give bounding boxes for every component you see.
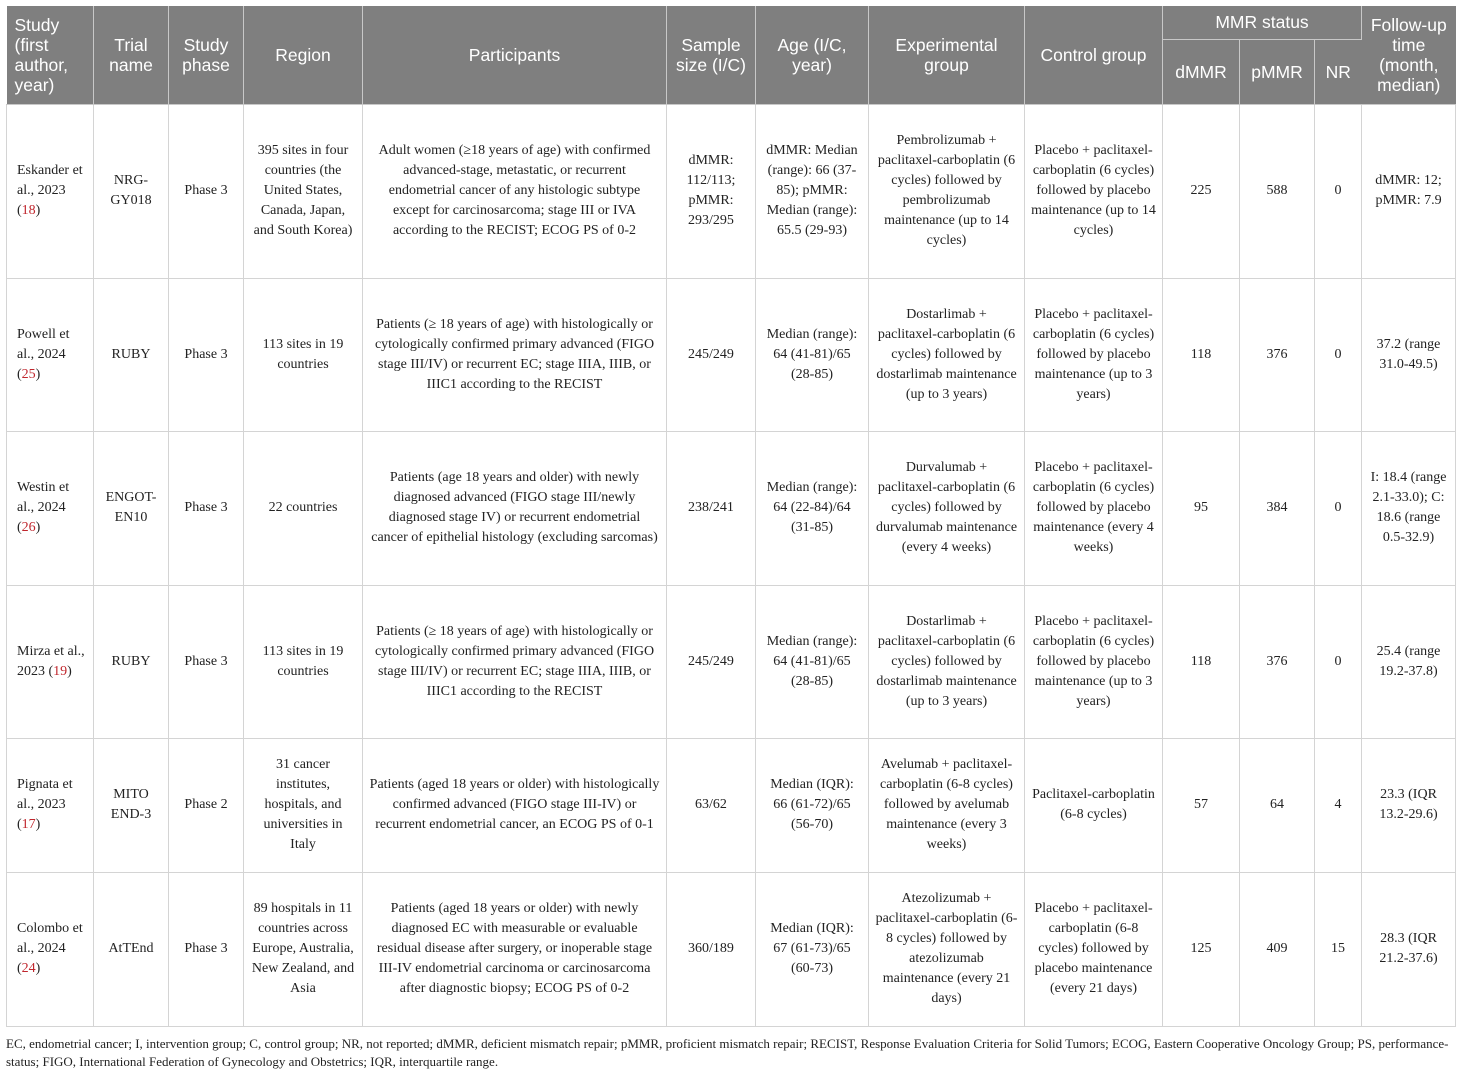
study-author-year: Colombo et al., 2024 ( — [17, 921, 83, 976]
reference-link[interactable]: 17 — [21, 817, 36, 832]
cell-participants: Patients (aged 18 years or older) with newly diagnosed EC with measurable or evaluable residual disease after surgery, or inoperable stage III-IV endometrial carcinoma or carcinosarcoma after diagnostic biopsy; ECOG PS of 0-2 — [363, 872, 667, 1026]
cell-control-group: Placebo + paclitaxel-carboplatin (6 cycles) followed by placebo maintenance (every 4 weeks) — [1025, 431, 1163, 585]
cell-nr: 15 — [1315, 872, 1362, 1026]
reference-close: ) — [35, 366, 41, 382]
cell-follow-up: 25.4 (range 19.2-37.8) — [1362, 585, 1456, 738]
reference-link[interactable]: 24 — [21, 961, 36, 976]
table-header — [7, 6, 1456, 104]
cell-age: Median (range): 64 (41-81)/65 (28-85) — [756, 585, 869, 738]
cell-trial-name: MITO END-3 — [94, 738, 169, 872]
cell-study — [7, 431, 94, 585]
cell-nr: 0 — [1315, 104, 1362, 278]
cell-study-phase: Phase 3 — [169, 585, 244, 738]
cell-dmmr: 57 — [1163, 738, 1240, 872]
cell-participants: Adult women (≥18 years of age) with confirmed advanced-stage, metastatic, or recurrent endometrial cancer of any histologic subtype except for carcinosarcoma; stage III or IVA according to the RECIST; ECOG PS of 0-2 — [363, 104, 667, 278]
trials-table — [6, 6, 1456, 1027]
study-author-year: Mirza et al., 2023 ( — [17, 643, 85, 679]
cell-study — [7, 104, 94, 278]
cell-region: 31 cancer institutes, hospitals, and universities in Italy — [244, 738, 363, 872]
reference-close: ) — [35, 961, 41, 976]
cell-age: Median (IQR): 67 (61-73)/65 (60-73) — [756, 872, 869, 1026]
reference-link[interactable]: 26 — [21, 520, 36, 535]
cell-study — [7, 738, 94, 872]
cell-pmmr: 376 — [1240, 585, 1315, 738]
study-author-year: Powell et al., 2024 ( — [17, 326, 70, 382]
cell-sample-size: 245/249 — [667, 278, 756, 431]
header-control-group: Control group — [1025, 6, 1163, 104]
cell-age: Median (range): 64 (41-81)/65 (28-85) — [756, 278, 869, 431]
reference-link[interactable]: 25 — [21, 366, 36, 382]
cell-dmmr: 125 — [1163, 872, 1240, 1026]
table-row — [7, 104, 1456, 278]
cell-pmmr: 588 — [1240, 104, 1315, 278]
cell-control-group: Placebo + paclitaxel-carboplatin (6 cycles) followed by placebo maintenance (up to 3 years) — [1025, 585, 1163, 738]
cell-control-group: Placebo + paclitaxel-carboplatin (6 cycles) followed by placebo maintenance (up to 14 cycles) — [1025, 104, 1163, 278]
cell-region: 22 countries — [244, 431, 363, 585]
header-experimental-group: Experimental group — [869, 6, 1025, 104]
cell-control-group: Placebo + paclitaxel-carboplatin (6 cycles) followed by placebo maintenance (up to 3 years) — [1025, 278, 1163, 431]
cell-study — [7, 585, 94, 738]
cell-control-group: Paclitaxel-carboplatin (6-8 cycles) — [1025, 738, 1163, 872]
cell-nr: 0 — [1315, 431, 1362, 585]
header-sample-size: Sample size (I/C) — [667, 6, 756, 104]
cell-study-phase: Phase 3 — [169, 872, 244, 1026]
header-nr: NR — [1315, 39, 1362, 104]
cell-control-group: Placebo + paclitaxel-carboplatin (6-8 cycles) followed by placebo maintenance (every 21 days) — [1025, 872, 1163, 1026]
study-author-year: Westin et al., 2024 ( — [17, 480, 70, 535]
cell-dmmr: 118 — [1163, 278, 1240, 431]
cell-age: Median (range): 64 (22-84)/64 (31-85) — [756, 431, 869, 585]
cell-dmmr: 95 — [1163, 431, 1240, 585]
cell-region: 113 sites in 19 countries — [244, 585, 363, 738]
cell-age: dMMR: Median (range): 66 (37-85); pMMR: Median (range): 65.5 (29-93) — [756, 104, 869, 278]
cell-follow-up: 23.3 (IQR 13.2-29.6) — [1362, 738, 1456, 872]
cell-pmmr: 384 — [1240, 431, 1315, 585]
cell-trial-name: NRG-GY018 — [94, 104, 169, 278]
reference-close: ) — [35, 520, 41, 535]
header-mmr-status: MMR status — [1163, 6, 1362, 39]
cell-sample-size: 360/189 — [667, 872, 756, 1026]
header-participants: Participants — [363, 6, 667, 104]
table-row — [7, 738, 1456, 872]
cell-dmmr: 225 — [1163, 104, 1240, 278]
cell-pmmr: 64 — [1240, 738, 1315, 872]
cell-trial-name: RUBY — [94, 278, 169, 431]
cell-region: 89 hospitals in 11 countries across Europe, Australia, New Zealand, and Asia — [244, 872, 363, 1026]
cell-experimental-group: Atezolizumab + paclitaxel-carboplatin (6-8 cycles) followed by atezolizumab maintenance (every 21 days) — [869, 872, 1025, 1026]
header-follow-up: Follow-up time (month, median) — [1362, 6, 1456, 104]
cell-study-phase: Phase 2 — [169, 738, 244, 872]
cell-region: 395 sites in four countries (the United States, Canada, Japan, and South Korea) — [244, 104, 363, 278]
header-pmmr: pMMR — [1240, 39, 1315, 104]
cell-follow-up: dMMR: 12; pMMR: 7.9 — [1362, 104, 1456, 278]
cell-study-phase: Phase 3 — [169, 431, 244, 585]
cell-follow-up: 28.3 (IQR 21.2-37.6) — [1362, 872, 1456, 1026]
cell-study — [7, 872, 94, 1026]
study-author-year: Pignata et al., 2023 ( — [17, 777, 73, 832]
table-container — [6, 6, 1455, 1071]
cell-trial-name: RUBY — [94, 585, 169, 738]
cell-participants: Patients (age 18 years and older) with newly diagnosed advanced (FIGO stage III/newly diagnosed stage IV) or recurrent endometrial cancer of epithelial histology (excluding sarcomas) — [363, 431, 667, 585]
table-body — [7, 104, 1456, 1026]
cell-study-phase: Phase 3 — [169, 104, 244, 278]
cell-pmmr: 409 — [1240, 872, 1315, 1026]
reference-link[interactable]: 19 — [53, 663, 68, 679]
cell-nr: 0 — [1315, 585, 1362, 738]
cell-follow-up: 37.2 (range 31.0-49.5) — [1362, 278, 1456, 431]
cell-experimental-group: Avelumab + paclitaxel-carboplatin (6-8 cycles) followed by avelumab maintenance (every 3 weeks) — [869, 738, 1025, 872]
table-row — [7, 278, 1456, 431]
cell-sample-size: 238/241 — [667, 431, 756, 585]
cell-study — [7, 278, 94, 431]
header-trial-name: Trial name — [94, 6, 169, 104]
cell-age: Median (IQR): 66 (61-72)/65 (56-70) — [756, 738, 869, 872]
cell-participants: Patients (≥ 18 years of age) with histologically or cytologically confirmed primary advanced (FIGO stage III/IV) or recurrent EC; stage IIIA, IIIB, or IIIC1 according to the RECIST — [363, 278, 667, 431]
cell-pmmr: 376 — [1240, 278, 1315, 431]
reference-close: ) — [35, 817, 41, 832]
header-age: Age (I/C, year) — [756, 6, 869, 104]
cell-participants: Patients (≥ 18 years of age) with histologically or cytologically confirmed primary advanced (FIGO stage III/IV) or recurrent EC; stage IIIA, IIIB, or IIIC1 according to the RECIST — [363, 585, 667, 738]
cell-trial-name: AtTEnd — [94, 872, 169, 1026]
cell-experimental-group: Dostarlimab + paclitaxel-carboplatin (6 cycles) followed by dostarlimab maintenance (up to 3 years) — [869, 585, 1025, 738]
cell-region: 113 sites in 19 countries — [244, 278, 363, 431]
cell-sample-size: dMMR: 112/113; pMMR: 293/295 — [667, 104, 756, 278]
table-row — [7, 872, 1456, 1026]
cell-participants: Patients (aged 18 years or older) with histologically confirmed advanced (FIGO stage III-IV) or recurrent endometrial cancer, an ECOG PS of 0-1 — [363, 738, 667, 872]
cell-dmmr: 118 — [1163, 585, 1240, 738]
cell-study-phase: Phase 3 — [169, 278, 244, 431]
reference-close: ) — [67, 663, 72, 679]
cell-nr: 4 — [1315, 738, 1362, 872]
cell-experimental-group: Pembrolizumab + paclitaxel-carboplatin (6 cycles) followed by pembrolizumab maintenance (up to 14 cycles) — [869, 104, 1025, 278]
reference-link[interactable]: 18 — [21, 203, 36, 218]
cell-experimental-group: Dostarlimab + paclitaxel-carboplatin (6 cycles) followed by dostarlimab maintenance (up to 3 years) — [869, 278, 1025, 431]
cell-sample-size: 245/249 — [667, 585, 756, 738]
cell-follow-up: I: 18.4 (range 2.1-33.0); C: 18.6 (range 0.5-32.9) — [1362, 431, 1456, 585]
study-author-year: Eskander et al., 2023 ( — [17, 163, 83, 218]
reference-close: ) — [35, 203, 41, 218]
header-study-phase: Study phase — [169, 6, 244, 104]
cell-experimental-group: Durvalumab + paclitaxel-carboplatin (6 cycles) followed by durvalumab maintenance (every 4 weeks) — [869, 431, 1025, 585]
table-row — [7, 585, 1456, 738]
table-footnote: EC, endometrial cancer; I, intervention group; C, control group; NR, not reported; dMMR, deficient mismatch repair; pMMR, proficient mismatch repair; RECIST, Response Evaluation Criteria for Solid Tumors; ECOG, Eastern Cooperative Oncology Group; PS, performance-status; FIGO, International Federation of Gynecology and Obstetrics; IQR, interquartile range. — [6, 1035, 1449, 1069]
cell-nr: 0 — [1315, 278, 1362, 431]
header-study: Study (first author, year) — [7, 6, 94, 104]
header-dmmr: dMMR — [1163, 39, 1240, 104]
header-region: Region — [244, 6, 363, 104]
table-row — [7, 431, 1456, 585]
cell-trial-name: ENGOT-EN10 — [94, 431, 169, 585]
cell-sample-size: 63/62 — [667, 738, 756, 872]
